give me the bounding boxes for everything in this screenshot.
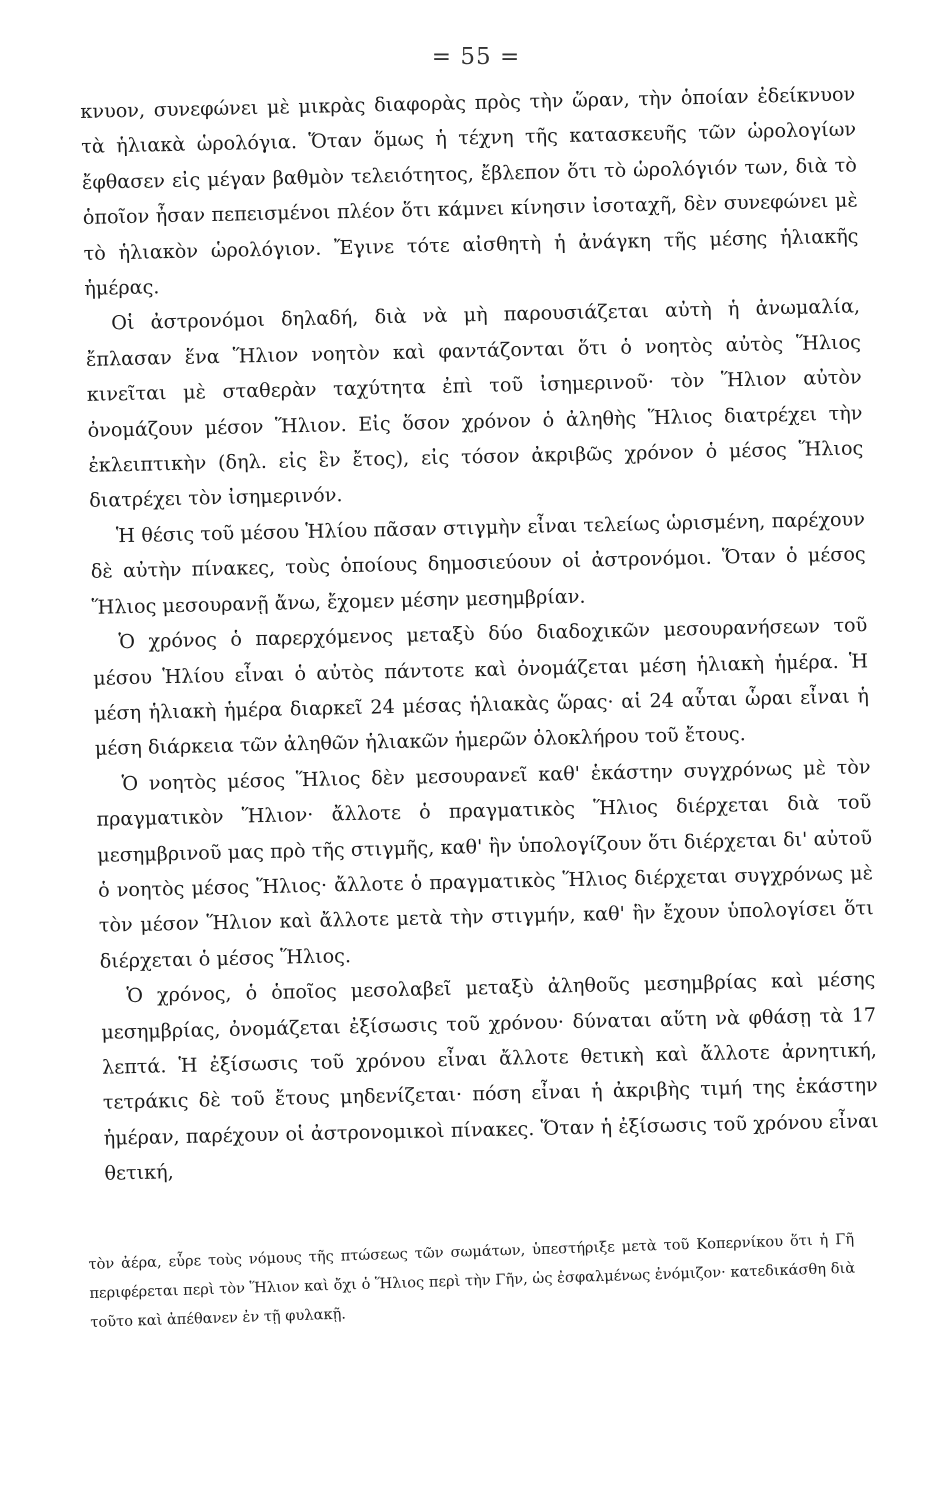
paragraph-2: Οἱ ἀστρονόμοι δηλαδή, διὰ νὰ μὴ παρουσιάζεται αὐτὴ ἡ ἀνωμαλία, ἔπλασαν ἕνα Ἥλιον νοητὸν καὶ φαντάζονται ὅτι ὁ νοητὸς αὐτὸς Ἥλιος κινεῖται μὲ σταθερὰν ταχύτητα ἐπὶ τοῦ ἰσημερινοῦ· τὸν Ἥλιον αὐτὸν ὀνομάζουν μέσον Ἥλιον. Εἰς ὅσον χρόνον ὁ ἀληθὴς Ἥλιος διατρέχει τὴν ἐκλειπτικὴν (δηλ. εἰς ἓν ἔτος), εἰς τόσον ἀκριβῶς χρόνον ὁ μέσος Ἥλιος διατρέχει τὸν ἰσημερινόν. (85, 294, 864, 513)
paragraph-1: κνυον, συνεφώνει μὲ μικρὰς διαφορὰς πρὸς τὴν ὥραν, τὴν ὁποίαν ἐδείκνυον τὰ ἡλιακὰ ὡρολόγια. Ὅταν ὅμως ἡ τέχνη τῆς κατασκευῆς τῶν ὡρολογίων ἔφθασεν εἰς μέγαν βαθμὸν τελειότητος, ἔβλεπον ὅτι τὸ ὡρολόγιόν των, διὰ τὸ ὁποῖον ἦσαν πεπεισμένοι πλέον ὅτι κάμνει κίνησιν ἰσοταχῆ, δὲν συνεφώνει μὲ τὸ ἡλιακὸν ὡρολόγιον. Ἔγινε τότε αἰσθητὴ ἡ ἀνάγκη τῆς μέσης ἡλιακῆς ἡμέρας. (80, 82, 859, 300)
footnote-text: τὸν ἀέρα, εὗρε τοὺς νόμους τῆς πτώσεως τῶν σωμάτων, ὑπεστήριξε μετὰ τοῦ Κοπερνίκου ὅτι ἡ Γῆ περιφέρεται περὶ τὸν Ἥλιον καὶ ὄχι ὁ Ἥλιος περὶ τὴν Γῆν, ὡς ἐσφαλμένως ἐνόμιζον· κατεδικάσθη διὰ τοῦτο καὶ ἀπέθανεν ἐν τῇ φυλακῇ. (88, 1230, 856, 1331)
body-text (80, 76, 880, 1191)
page-number: = 55 = (431, 44, 521, 70)
paragraph-4: Ὁ χρόνος ὁ παρερχόμενος μεταξὺ δύο διαδοχικῶν μεσουρανήσεων τοῦ μέσου Ἡλίου εἶναι ὁ αὐτὸς πάντοτε καὶ ὀνομάζεται μέση ἡλιακὴ ἡμέρα. Ἡ μέση ἡλιακὴ ἡμέρα διαρκεῖ 24 μέσας ἡλιακὰς ὥρας· αἱ 24 αὗται ὧραι εἶναι ἡ μέση διάρκεια τῶν ἀληθῶν ἡλιακῶν ἡμερῶν ὁλοκλήρου τοῦ ἔτους. (92, 613, 870, 761)
paragraph-5: Ὁ νοητὸς μέσος Ἥλιος δὲν μεσουρανεῖ καθ' ἑκάστην συγχρόνως μὲ τὸν πραγματικὸν Ἥλιον· ἄλλοτε ὁ πραγματικὸς Ἥλιος διέρχεται διὰ τοῦ μεσημβρινοῦ μας πρὸ τῆς στιγμῆς, καθ' ἣν ὑπολογίζουν ὅτι διέρχεται δι' αὐτοῦ ὁ νοητὸς μέσος Ἥλιος· ἄλλοτε ὁ πραγματικὸς Ἥλιος διέρχεται συγχρόνως μὲ τὸν μέσον Ἥλιον καὶ ἄλλοτε μετὰ τὴν στιγμήν, καθ' ἣν ἔχουν ὑπολογίσει ὅτι διέρχεται ὁ μέσος Ἥλιος. (96, 754, 874, 973)
footnote (88, 1225, 856, 1337)
paragraph-3: Ἡ θέσις τοῦ μέσου Ἡλίου πᾶσαν στιγμὴν εἶναι τελείως ὡρισμένη, παρέχουν δὲ αὐτὴν πίνακες, τοὺς ὁποίους δημοσιεύουν οἱ ἀστρονόμοι. Ὅταν ὁ μέσος Ἥλιος μεσουρανῇ ἄνω, ἔχομεν μέσην μεσημβρίαν. (90, 507, 866, 619)
paragraph-6: Ὁ χρόνος, ὁ ὁποῖος μεσολαβεῖ μεταξὺ ἀληθοῦς μεσημβρίας καὶ μέσης μεσημβρίας, ὀνομάζεται ἐξίσωσις τοῦ χρόνου· δύναται αὕτη νὰ φθάσῃ τὰ 17 λεπτά. Ἡ ἐξίσωσις τοῦ χρόνου εἶναι ἄλλοτε θετικὴ καὶ ἄλλοτε ἀρνητική, τετράκις δὲ τοῦ ἔτους μηδενίζεται· πόση εἶναι ἡ ἀκριβὴς τιμή της ἑκάστην ἡμέραν, παρέχουν οἱ ἀστρονομικοὶ πίνακες. Ὅταν ἡ ἐξίσωσις τοῦ χρόνου εἶναι θετική, (101, 967, 879, 1185)
